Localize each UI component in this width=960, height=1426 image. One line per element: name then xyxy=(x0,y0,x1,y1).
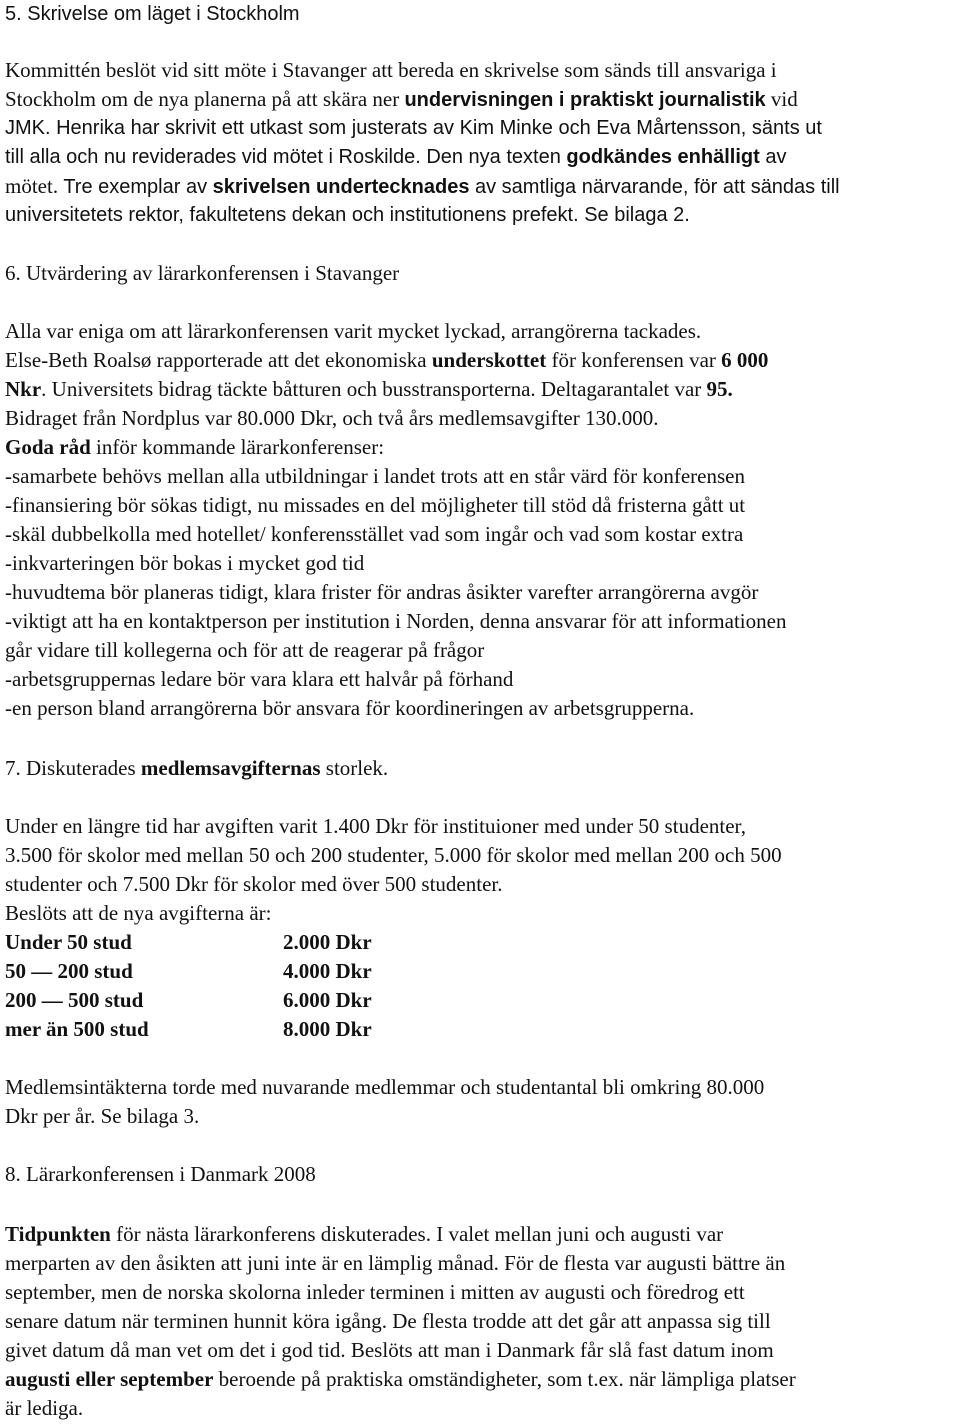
section-7-text-line: Under en längre tid har avgiften varit 1.400 Dkr för instituioner med under 50 studenter, xyxy=(5,814,746,838)
section-5-text-line: universitetets rektor, fakultetens dekan och institutionens prefekt. Se bilaga 2. xyxy=(5,204,690,226)
text-span: till alla och nu reviderades vid mötet i Roskilde. xyxy=(5,146,427,168)
bold-span: underskottet xyxy=(431,348,547,372)
bold-span: Goda råd xyxy=(5,435,91,459)
tip-line: -arbetsgruppernas ledare bör vara klara ett halvår på förhand xyxy=(5,667,514,691)
bold-span: 6 000 xyxy=(721,348,769,372)
fee-label: mer än 500 stud xyxy=(5,1017,149,1041)
section-7-text-line: Medlemsintäkterna torde med nuvarande medlemmar och studentantal bli omkring 80.000 xyxy=(5,1075,765,1099)
section-8-text-line: senare datum när terminen hunnit köra igång. De flesta trodde att det går att anpassa sig till xyxy=(5,1309,771,1333)
text-span: . Universitets bidrag täckte båtturen och busstransporterna. Deltagarantalet var xyxy=(41,377,707,401)
section-8-heading: 8. Lärarkonferensen i Danmark 2008 xyxy=(5,1162,316,1186)
section-6-heading: 6. Utvärdering av lärarkonferensen i Stavanger xyxy=(5,261,400,285)
fee-value: 4.000 Dkr xyxy=(283,959,372,983)
section-7-heading xyxy=(5,754,388,783)
section-5-text-line: JMK. Henrika har skrivit ett utkast som justerats av Kim Minke och Eva Mårtensson, sänts ut xyxy=(5,117,822,139)
section-5-text-line: Kommittén beslöt vid sitt möte i Stavanger att bereda en skrivelse som sänds till ansvariga i xyxy=(5,58,777,82)
text-span: mötet. xyxy=(5,174,64,198)
fee-label: 50 — 200 stud xyxy=(5,959,133,983)
section-8-text-line: givet datum då man vet om det i god tid. Beslöts att man i Danmark får slå fast datum inom xyxy=(5,1338,774,1362)
fee-value: 2.000 Dkr xyxy=(283,930,372,954)
fee-row xyxy=(5,957,905,986)
text-span: för konferensen var xyxy=(546,348,722,372)
tip-line: -inkvarteringen bör bokas i mycket god tid xyxy=(5,551,365,575)
text-span: av samtliga närvarande, för att sändas till xyxy=(469,176,840,198)
bold-span: Tidpunkten xyxy=(5,1222,111,1246)
section-5-text-line xyxy=(5,172,840,202)
tip-line: går vidare till kollegerna och för att de reagerar på frågor xyxy=(5,638,485,662)
section-7-text-line: studenter och 7.500 Dkr för skolor med över 500 studenter. xyxy=(5,872,503,896)
section-7-text-line: 3.500 för skolor med mellan 50 och 200 studenter, 5.000 för skolor med mellan 200 och 500 xyxy=(5,843,782,867)
text-span: Stockholm om de nya planerna på att skära ner xyxy=(5,87,405,111)
text-span: Else-Beth Roalsø rapporterade att det ekonomiska xyxy=(5,348,432,372)
tip-line: -finansiering bör sökas tidigt, nu missades en del möjligheter till stöd då fristerna gått ut xyxy=(5,493,746,517)
bold-span: Nkr xyxy=(5,377,42,401)
tip-line: -huvudtema bör planeras tidigt, klara frister för andras åsikter varefter arrangörerna avgör xyxy=(5,580,759,604)
tip-line: -en person bland arrangörerna bör ansvara för koordineringen av arbetsgrupperna. xyxy=(5,696,695,720)
tip-line: -samarbete behövs mellan alla utbildningar i landet trots att en står värd för konferensen xyxy=(5,464,745,488)
tip-line: -viktigt att ha en kontaktperson per institution i Norden, denna ansvarar för att informationen xyxy=(5,609,787,633)
section-8-text-line: merparten av den åsikten att juni inte är en lämplig månad. För de flesta var augusti bättre än xyxy=(5,1251,786,1275)
fee-label: Under 50 stud xyxy=(5,930,132,954)
bold-span: 95. xyxy=(706,377,733,401)
section-6-text-line: Alla var eniga om att lärarkonferensen varit mycket lyckad, arrangörerna tackades. xyxy=(5,319,702,343)
text-span: beroende på praktiska omständigheter, som t.ex. när lämpliga platser xyxy=(213,1367,796,1391)
section-6-text-line: Bidraget från Nordplus var 80.000 Dkr, och två års medlemsavgifter 130.000. xyxy=(5,406,659,430)
section-5-heading: 5. Skrivelse om läget i Stockholm xyxy=(5,3,300,25)
fee-row xyxy=(5,928,905,957)
section-6-text-line xyxy=(5,433,384,462)
text-span: storlek. xyxy=(320,756,389,780)
bold-span: skrivelsen undertecknades xyxy=(212,176,470,198)
section-7-text-line: Beslöts att de nya avgifterna är: xyxy=(5,901,272,925)
tip-line: -skäl dubbelkolla med hotellet/ konferensstället vad som ingår och vad som kostar extra xyxy=(5,522,744,546)
text-span: Den nya texten xyxy=(426,146,567,168)
fee-value: 6.000 Dkr xyxy=(283,988,372,1012)
text-span xyxy=(63,176,839,198)
section-8-text-line: september, men de norska skolorna inleder terminen i mitten av augusti och föredrog ett xyxy=(5,1280,745,1304)
section-6-text-line xyxy=(5,375,733,404)
bold-span: medlemsavgifternas xyxy=(140,756,321,780)
bold-span: augusti eller september xyxy=(5,1367,214,1391)
section-8-text-line xyxy=(5,1220,723,1249)
section-5-text-line xyxy=(5,143,786,172)
fee-row xyxy=(5,986,905,1015)
section-6-text-line xyxy=(5,346,768,375)
text-span: 7. Diskuterades xyxy=(5,756,141,780)
section-8-text-line: är lediga. xyxy=(5,1396,84,1420)
fee-label: 200 — 500 stud xyxy=(5,988,144,1012)
bold-span: godkändes enhälligt xyxy=(566,146,760,168)
section-5-text-line xyxy=(5,85,798,115)
section-8-text-line xyxy=(5,1365,796,1394)
section-7-text-line: Dkr per år. Se bilaga 3. xyxy=(5,1104,200,1128)
text-span: inför kommande lärarkonferenser: xyxy=(90,435,385,459)
bold-span: undervisningen i praktiskt journalistik xyxy=(404,89,766,111)
text-span: av xyxy=(759,146,787,168)
fee-value: 8.000 Dkr xyxy=(283,1017,372,1041)
text-span: vid xyxy=(765,87,798,111)
text-span: för nästa lärarkonferens diskuterades. I valet mellan juni och augusti var xyxy=(110,1222,724,1246)
fee-row xyxy=(5,1015,905,1044)
text-span: Tre exemplar av xyxy=(63,176,213,198)
